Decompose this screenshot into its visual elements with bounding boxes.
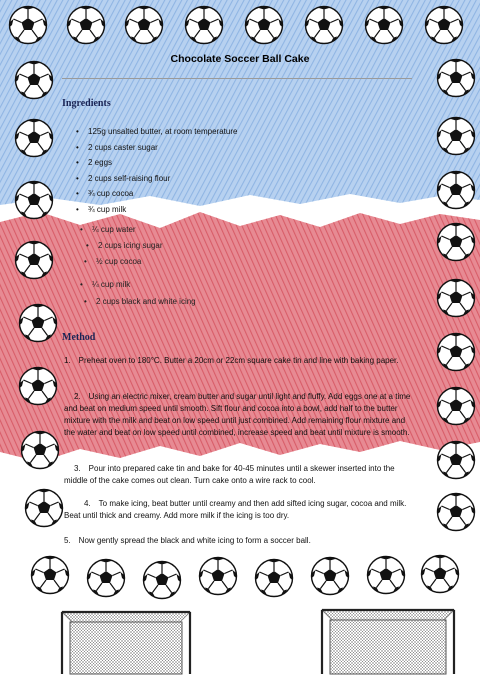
soccer-ball-icon	[436, 332, 476, 372]
soccer-ball-icon	[142, 560, 182, 600]
soccer-ball-icon	[436, 222, 476, 262]
soccer-goal-icon-right	[316, 606, 460, 678]
soccer-ball-icon	[66, 5, 106, 45]
list-item: • ¾ cup milk	[76, 202, 237, 218]
ingredients-list	[76, 124, 237, 217]
soccer-ball-icon	[244, 5, 284, 45]
bullet: •	[76, 142, 79, 152]
method-step-4: 4. To make icing, beat butter until creamy and then add sifted icing sugar, cocoa and milk. Beat until thick and creamy. Add more milk if the icing is too dry.	[64, 499, 407, 520]
bullet: •	[76, 173, 79, 183]
list-item: • 2 cups icing sugar	[86, 241, 163, 250]
soccer-goal-icon-left	[56, 608, 196, 678]
soccer-ball-icon	[18, 303, 58, 343]
recipe-title: Chocolate Soccer Ball Cake	[170, 53, 310, 65]
soccer-ball-icon	[18, 366, 58, 406]
soccer-ball-icon	[14, 240, 54, 280]
soccer-ball-icon	[254, 558, 294, 598]
soccer-ball-icon	[14, 60, 54, 100]
list-item: • ¾ cup cocoa	[76, 186, 237, 202]
soccer-ball-icon	[310, 556, 350, 596]
soccer-ball-icon	[436, 170, 476, 210]
soccer-ball-icon	[198, 556, 238, 596]
soccer-ball-icon	[366, 555, 406, 595]
list-item: • ¼ cup milk	[80, 280, 131, 289]
soccer-ball-icon	[20, 430, 60, 470]
method-step-1: 1. Preheat oven to 180°C. Butter a 20cm or 22cm square cake tin and line with baking paper.	[64, 356, 399, 365]
bullet: •	[80, 280, 83, 289]
soccer-ball-icon	[436, 386, 476, 426]
soccer-ball-icon	[24, 488, 64, 528]
list-item: • 125g unsalted butter, at room temperature	[76, 124, 237, 140]
bullet: •	[86, 241, 89, 250]
bullet: •	[76, 189, 79, 198]
soccer-ball-icon	[436, 440, 476, 480]
method-heading: Method	[62, 332, 96, 343]
list-item: • ¼ cup water	[80, 225, 136, 234]
method-step-5: 5. Now gently spread the black and white icing to form a soccer ball.	[64, 536, 311, 545]
soccer-ball-icon	[420, 554, 460, 594]
method-step-3: 3. Pour into prepared cake tin and bake for 40-45 minutes until a skewer inserted into the middle of the cake comes out clean. Turn cake onto a wire rack to cool.	[64, 464, 395, 485]
soccer-ball-icon	[436, 58, 476, 98]
list-item: • 2 eggs	[76, 155, 237, 171]
soccer-ball-icon	[14, 180, 54, 220]
soccer-ball-icon	[424, 5, 464, 45]
list-item: • 2 cups black and white icing	[84, 297, 196, 306]
method-step-2: 2. Using an electric mixer, cream butter and sugar until light and fluffy. Add eggs one at a time and beat on medium speed until smooth. Sift flour and cocoa into a bowl, add half to the butter mixture with the milk and beat on low speed until just combined. Add remaining flour mixture and the water and beat on low speed until combined, increase speed and beat until mixture is smooth.	[64, 392, 411, 437]
list-item: • ½ cup cocoa	[84, 257, 142, 266]
soccer-ball-icon	[304, 5, 344, 45]
ingredients-heading: Ingredients	[62, 98, 111, 109]
soccer-ball-icon	[436, 492, 476, 532]
bullet: •	[76, 204, 79, 214]
soccer-ball-icon	[30, 555, 70, 595]
soccer-ball-icon	[436, 116, 476, 156]
soccer-ball-icon	[8, 5, 48, 45]
list-item: • 2 cups self-raising flour	[76, 171, 237, 187]
bullet: •	[84, 297, 87, 306]
soccer-ball-icon	[14, 118, 54, 158]
bullet: •	[84, 257, 87, 266]
title-divider	[62, 78, 412, 79]
bullet: •	[76, 158, 79, 167]
soccer-ball-icon	[184, 5, 224, 45]
list-item: • 2 cups caster sugar	[76, 140, 237, 156]
soccer-ball-icon	[436, 278, 476, 318]
bullet: •	[80, 225, 83, 234]
soccer-ball-icon	[86, 558, 126, 598]
bullet: •	[76, 127, 79, 136]
soccer-ball-icon	[364, 5, 404, 45]
soccer-ball-icon	[124, 5, 164, 45]
